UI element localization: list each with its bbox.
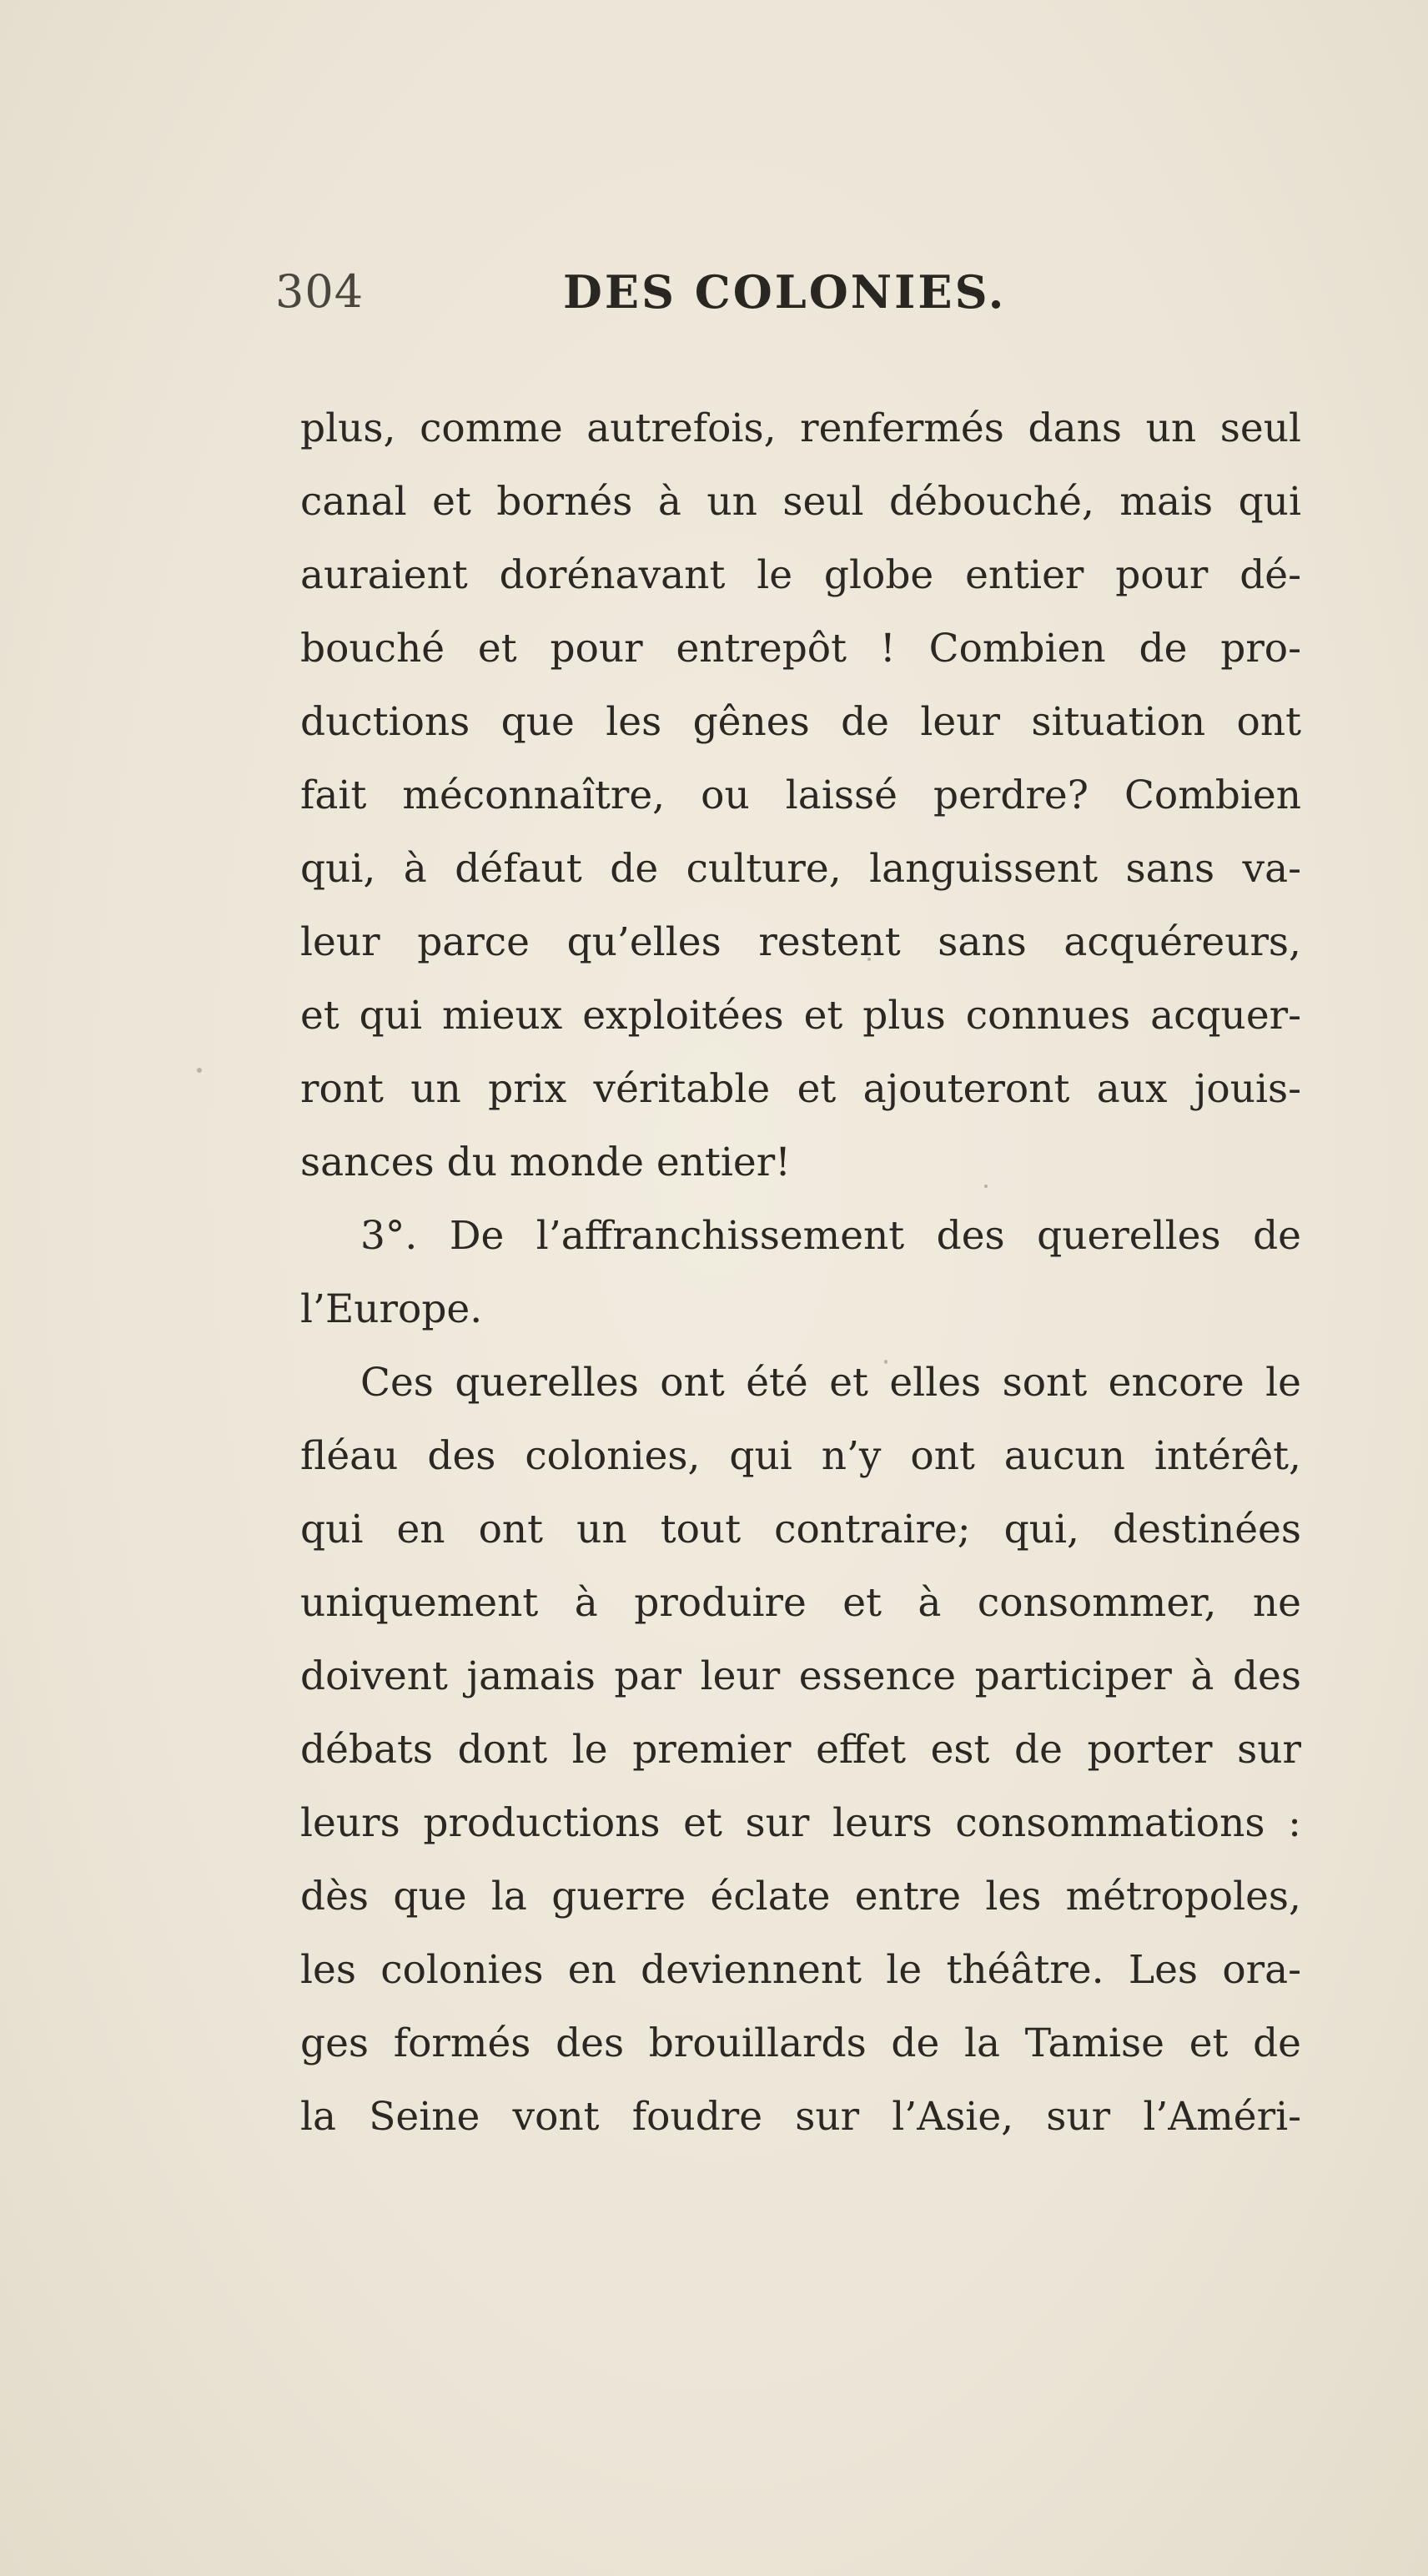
section-heading-line: 3°. De l’affranchissement des querelles de [360, 1213, 1301, 1259]
page-number: 304 [275, 265, 365, 318]
text-line: ductions que les gênes de leur situation ont [300, 699, 1301, 745]
text-line: leurs productions et sur leurs consommations : [300, 1800, 1301, 1846]
text-line: plus, comme autrefois, renfermés dans un seul [300, 405, 1301, 451]
page-header [275, 265, 1193, 332]
section-heading-line: l’Europe. [300, 1286, 483, 1332]
text-line: uniquement à produire et à consommer, ne [300, 1580, 1301, 1626]
text-line: qui en ont un tout contraire; qui, destinées [300, 1507, 1301, 1552]
text-line: fléau des colonies, qui n’y ont aucun intérêt, [300, 1433, 1301, 1479]
text-line: débats dont le premier effet est de porter sur [300, 1727, 1301, 1773]
text-line: bouché et pour entrepôt ! Combien de pro- [300, 626, 1301, 672]
text-line: Ces querelles ont été et elles sont encore le [360, 1360, 1301, 1406]
text-line: doivent jamais par leur essence participer à des [300, 1653, 1301, 1699]
text-line: auraient dorénavant le globe entier pour dé- [300, 552, 1301, 598]
text-line: qui, à défaut de culture, languissent sans va- [300, 846, 1301, 892]
text-line: dès que la guerre éclate entre les métropoles, [300, 1874, 1301, 1919]
body-text [300, 392, 1301, 2154]
text-line: fait méconnaître, ou laissé perdre? Combien [300, 772, 1301, 818]
text-line: leur parce qu’elles restent sans acquéreurs, [300, 919, 1301, 965]
text-line: la Seine vont foudre sur l’Asie, sur l’Améri- [300, 2094, 1301, 2140]
text-line: les colonies en deviennent le théâtre. Les ora- [300, 1947, 1301, 1993]
text-line: sances du monde entier! [300, 1140, 792, 1185]
text-line: et qui mieux exploitées et plus connues acquer- [300, 993, 1301, 1039]
text-line: ges formés des brouillards de la Tamise et de [300, 2020, 1301, 2066]
text-line: canal et bornés à un seul débouché, mais qui [300, 479, 1301, 525]
running-title: DES COLONIES. [563, 265, 1007, 319]
text-line: ront un prix véritable et ajouteront aux jouis- [300, 1066, 1301, 1112]
